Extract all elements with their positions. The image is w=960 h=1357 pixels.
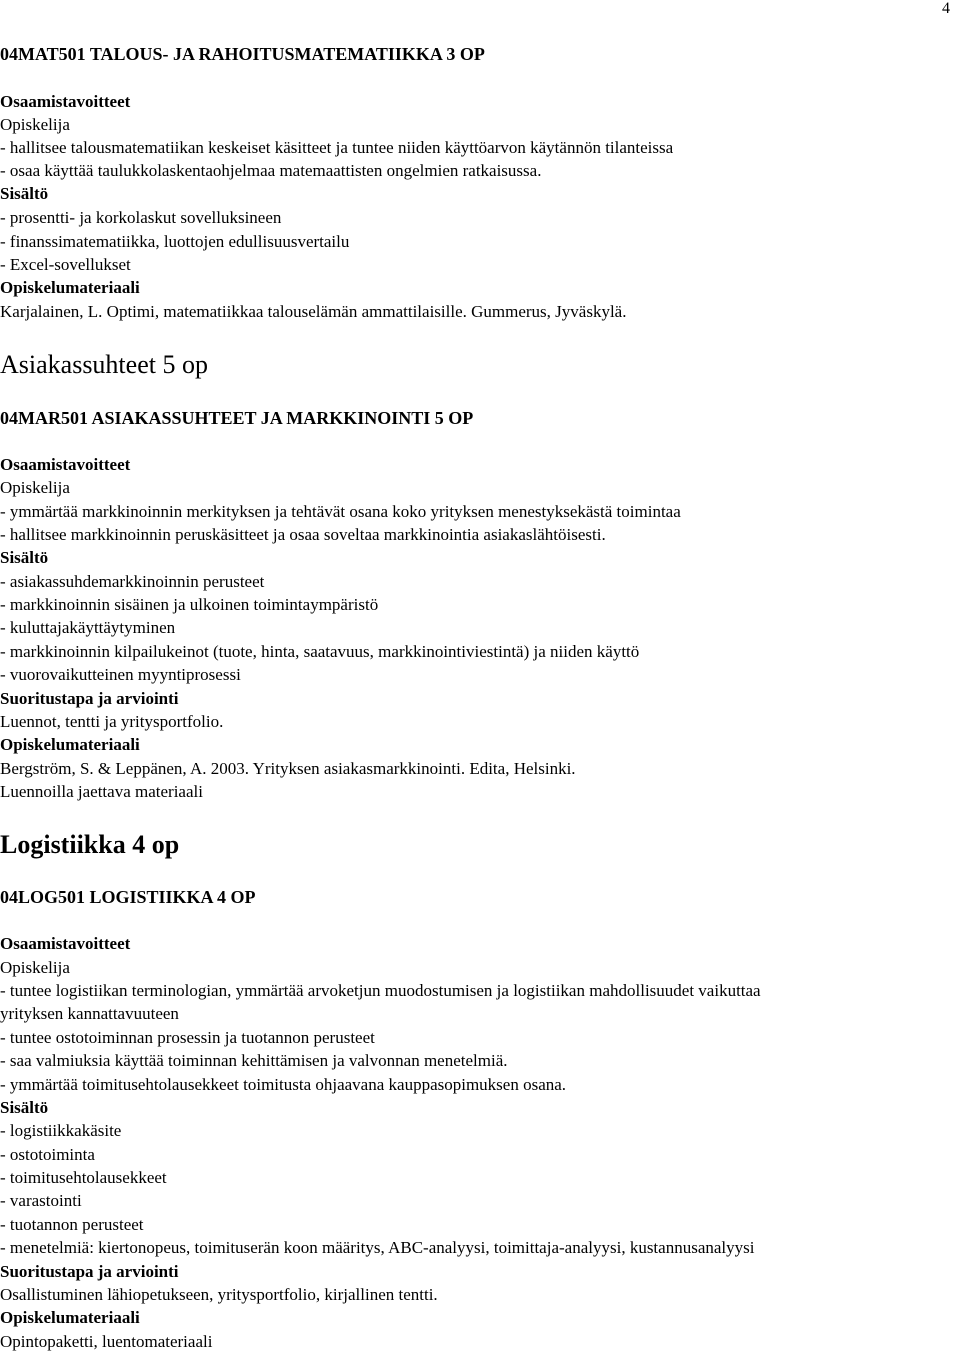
content-line: - prosentti- ja korkolaskut sovelluksineen: [0, 208, 282, 227]
assessment-line: Osallistuminen lähiopetukseen, yritysportfolio, kirjallinen tentti.: [0, 1285, 438, 1304]
page-number: 4: [942, 0, 950, 17]
content-line: - markkinoinnin sisäinen ja ulkoinen toimintaympäristö: [0, 595, 379, 614]
course-code-title: 04LOG501 LOGISTIIKKA 4 OP: [0, 887, 256, 907]
content-line: - varastointi: [0, 1191, 82, 1210]
goals-heading: Osaamistavoitteet: [0, 92, 131, 111]
course-code-title: 04MAR501 ASIAKASSUHTEET JA MARKKINOINTI 5 OP: [0, 408, 474, 428]
content-heading: Sisältö: [0, 548, 49, 567]
material-line: Bergström, S. & Leppänen, A. 2003. Yrityksen asiakasmarkkinointi. Edita, Helsinki.: [0, 759, 576, 778]
assessment-line: Luennot, tentti ja yritysportfolio.: [0, 712, 224, 731]
content-line: - finanssimatematiikka, luottojen edullisuusvertailu: [0, 232, 350, 251]
section-heading: Asiakassuhteet 5 op: [0, 350, 208, 379]
material-line: Luennoilla jaettava materiaali: [0, 782, 203, 801]
content-heading: Sisältö: [0, 1098, 49, 1117]
content-line: - ostotoiminta: [0, 1145, 95, 1164]
material-heading: Opiskelumateriaali: [0, 1308, 140, 1327]
content-line: - tuotannon perusteet: [0, 1215, 144, 1234]
content-heading: Sisältö: [0, 184, 49, 203]
section-heading: Logistiikka 4 op: [0, 830, 180, 859]
material-line: Karjalainen, L. Optimi, matematiikkaa talouselämän ammattilaisille. Gummerus, Jyväskylä.: [0, 302, 627, 321]
content-line: - vuorovaikutteinen myyntiprosessi: [0, 665, 241, 684]
student-label: Opiskelija: [0, 115, 70, 134]
goal-line: - saa valmiuksia käyttää toiminnan kehittämisen ja valvonnan menetelmiä.: [0, 1051, 508, 1070]
goal-line: - ymmärtää toimitusehtolausekkeet toimitusta ohjaavana kauppasopimuksen osana.: [0, 1075, 567, 1094]
goal-line: yrityksen kannattavuuteen: [0, 1004, 179, 1023]
content-line: - menetelmiä: kiertonopeus, toimituserän koon määritys, ABC-analyysi, toimittaja-analyysi, kustannusanalyysi: [0, 1238, 755, 1257]
material-heading: Opiskelumateriaali: [0, 278, 140, 297]
goal-line: - tuntee ostotoiminnan prosessin ja tuotannon perusteet: [0, 1028, 375, 1047]
goal-line: - hallitsee markkinoinnin peruskäsitteet ja osaa soveltaa markkinointia asiakaslähtöisesti.: [0, 525, 606, 544]
content-line: - kuluttajakäyttäytyminen: [0, 618, 176, 637]
student-label: Opiskelija: [0, 478, 70, 497]
content-line: - asiakassuhdemarkkinoinnin perusteet: [0, 572, 265, 591]
content-line: - Excel-sovellukset: [0, 255, 131, 274]
material-line: Opintopaketti, luentomateriaali: [0, 1332, 213, 1351]
assessment-heading: Suoritustapa ja arviointi: [0, 1262, 179, 1281]
assessment-heading: Suoritustapa ja arviointi: [0, 689, 179, 708]
student-label: Opiskelija: [0, 958, 70, 977]
goal-line: - hallitsee talousmatematiikan keskeiset käsitteet ja tuntee niiden käyttöarvon käytännön tilanteissa: [0, 138, 674, 157]
content-line: - logistiikkakäsite: [0, 1121, 122, 1140]
material-heading: Opiskelumateriaali: [0, 735, 140, 754]
goals-heading: Osaamistavoitteet: [0, 934, 131, 953]
content-line: - toimitusehtolausekkeet: [0, 1168, 167, 1187]
goals-heading: Osaamistavoitteet: [0, 455, 131, 474]
goal-line: - osaa käyttää taulukkolaskentaohjelmaa matemaattisten ongelmien ratkaisussa.: [0, 161, 542, 180]
goal-line: - ymmärtää markkinoinnin merkityksen ja tehtävät osana koko yrityksen menestyksekästä toimintaa: [0, 502, 681, 521]
goal-line: - tuntee logistiikan terminologian, ymmärtää arvoketjun muodostumisen ja logistiikan mahdollisuudet vaikuttaa: [0, 981, 761, 1000]
content-line: - markkinoinnin kilpailukeinot (tuote, hinta, saatavuus, markkinointiviestintä) ja niiden käyttö: [0, 642, 640, 661]
course-code-title: 04MAT501 TALOUS- JA RAHOITUSMATEMATIIKKA 3 OP: [0, 44, 485, 64]
